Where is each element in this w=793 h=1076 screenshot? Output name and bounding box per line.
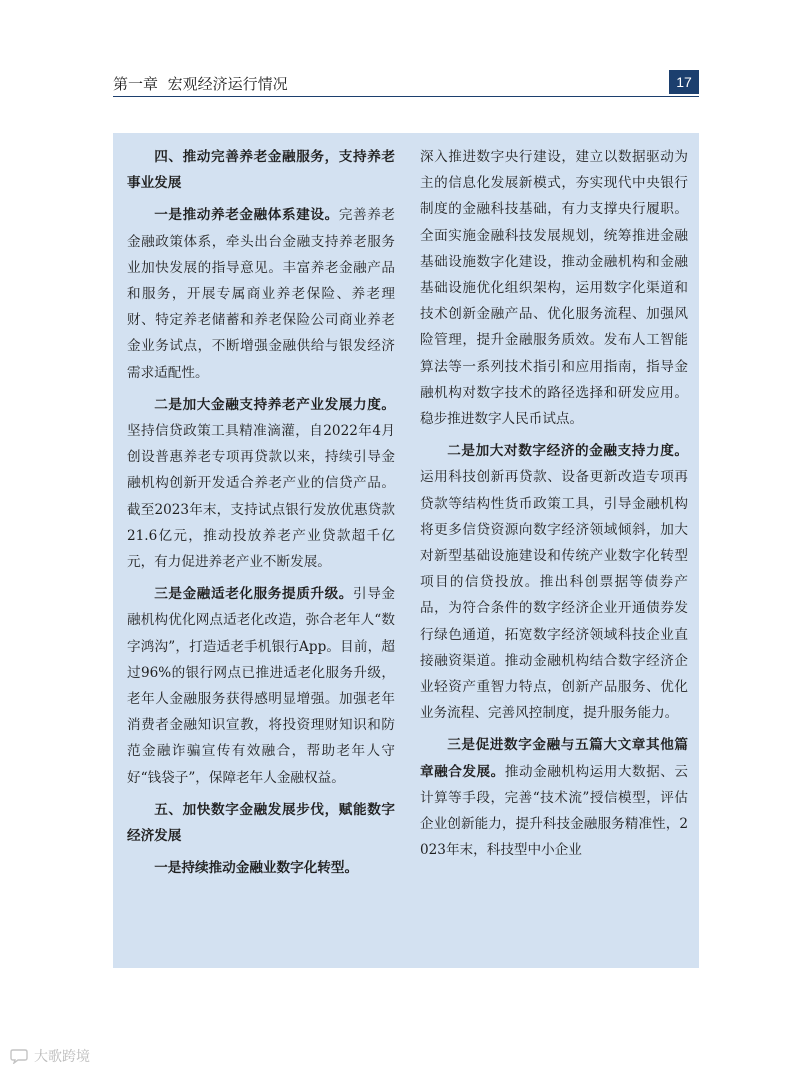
paragraph-lead: 一是持续推动金融业数字化转型。 — [154, 860, 359, 877]
paragraph-lead: 一是推动养老金融体系建设。 — [154, 207, 339, 224]
content-box — [113, 133, 699, 968]
left-column — [127, 144, 395, 887]
watermark — [10, 1046, 90, 1066]
paragraph — [420, 438, 688, 726]
page-header — [113, 70, 699, 97]
paragraph-continued — [420, 144, 688, 432]
paragraph-body: 深入推进数字央行建设，建立以数据驱动为主的信息化发展新模式，夯实现代中央银行制度的金融科技基础，有力支撑央行履职。全面实施金融科技发展规划，统筹推进金融基础设施数字化建设，推动金融机构和金融基础设施优化组织架构，运用数字化渠道和技术创新金融产品、优化服务流程、加强风险管理，提升金融服务质效。发布人工智能算法等一系列技术指引和应用指南，指导金融机构对数字技术的路径选择和研发应用。稳步推进数字人民币试点。 — [420, 149, 688, 428]
paragraph-body: 引导金融机构优化网点适老化改造，弥合老年人“数字鸿沟”，打造适老手机银行App。目前，超过96%的银行网点已推进适老化服务升级，老年人金融服务获得感明显增强。加强老年消费者金融知识宣教，将投资理财知识和防范金融诈骗宣传有效融合，帮助老年人守好“钱袋子”，保障老年人金融权益。 — [127, 586, 396, 786]
section-title: 宏观经济运行情况 — [167, 75, 288, 93]
section-heading: 四、推动完善养老金融服务，支持养老事业发展 — [127, 149, 395, 192]
page-number-badge: 17 — [669, 70, 699, 94]
paragraph — [127, 581, 395, 791]
paragraph — [127, 202, 395, 385]
paragraph-body: 推动金融机构运用大数据、云计算等手段，完善“技术流”授信模型，评估企业创新能力，提升科技金融服务精准性，2023年末，科技型中小企业 — [420, 763, 689, 859]
paragraph-body: 完善养老金融政策体系，牵头出台金融支持养老服务业加快发展的指导意见。丰富养老金融产品和服务，开展专属商业养老保险、养老理财、特定养老储蓄和养老保险公司商业养老金业务试点，不断增强金融供给与银发经济需求适配性。 — [127, 207, 396, 381]
paragraph — [127, 392, 395, 575]
paragraph — [127, 855, 395, 881]
paragraph-body: 运用科技创新再贷款、设备更新改造专项再贷款等结构性货币政策工具，引导金融机构将更多信贷资源向数字经济领域倾斜，加大对新型基础设施建设和传统产业数字化转型项目的信贷投放。推出科创票据等债券产品，为符合条件的数字经济企业开通债券发行绿色通道，拓宽数字经济领域科技企业直接融资渠道。推动金融机构结合数字经济企业轻资产重智力特点，创新产品服务、优化业务流程、完善风控制度，提升服务能力。 — [420, 469, 688, 722]
paragraph — [420, 732, 688, 863]
speech-bubble-icon — [10, 1048, 28, 1064]
paragraph-lead: 三是金融适老化服务提质升级。 — [154, 586, 354, 603]
paragraph-lead: 二是加大对数字经济的金融支持力度。 — [447, 443, 688, 460]
paragraph-body: 坚持信贷政策工具精准滴灌，自2022年4月创设普惠养老专项再贷款以来，持续引导金融机构创新开发适合养老产业的信贷产品。截至2023年末，支持试点银行发放优惠贷款21.6亿元，推动投放养老产业贷款超千亿元，有力促进养老产业不断发展。 — [127, 423, 395, 571]
paragraph-lead: 三是促进数字金融与五篇大文章其他篇章融合发展。 — [420, 737, 688, 780]
right-column — [420, 144, 688, 869]
section-heading: 五、加快数字金融发展步伐，赋能数字经济发展 — [127, 801, 395, 845]
paragraph-lead: 二是加大金融支持养老产业发展力度。 — [154, 396, 395, 413]
chapter-label: 第一章 — [113, 75, 159, 93]
header-title — [113, 73, 288, 94]
watermark-text: 大歌跨境 — [34, 1049, 90, 1065]
